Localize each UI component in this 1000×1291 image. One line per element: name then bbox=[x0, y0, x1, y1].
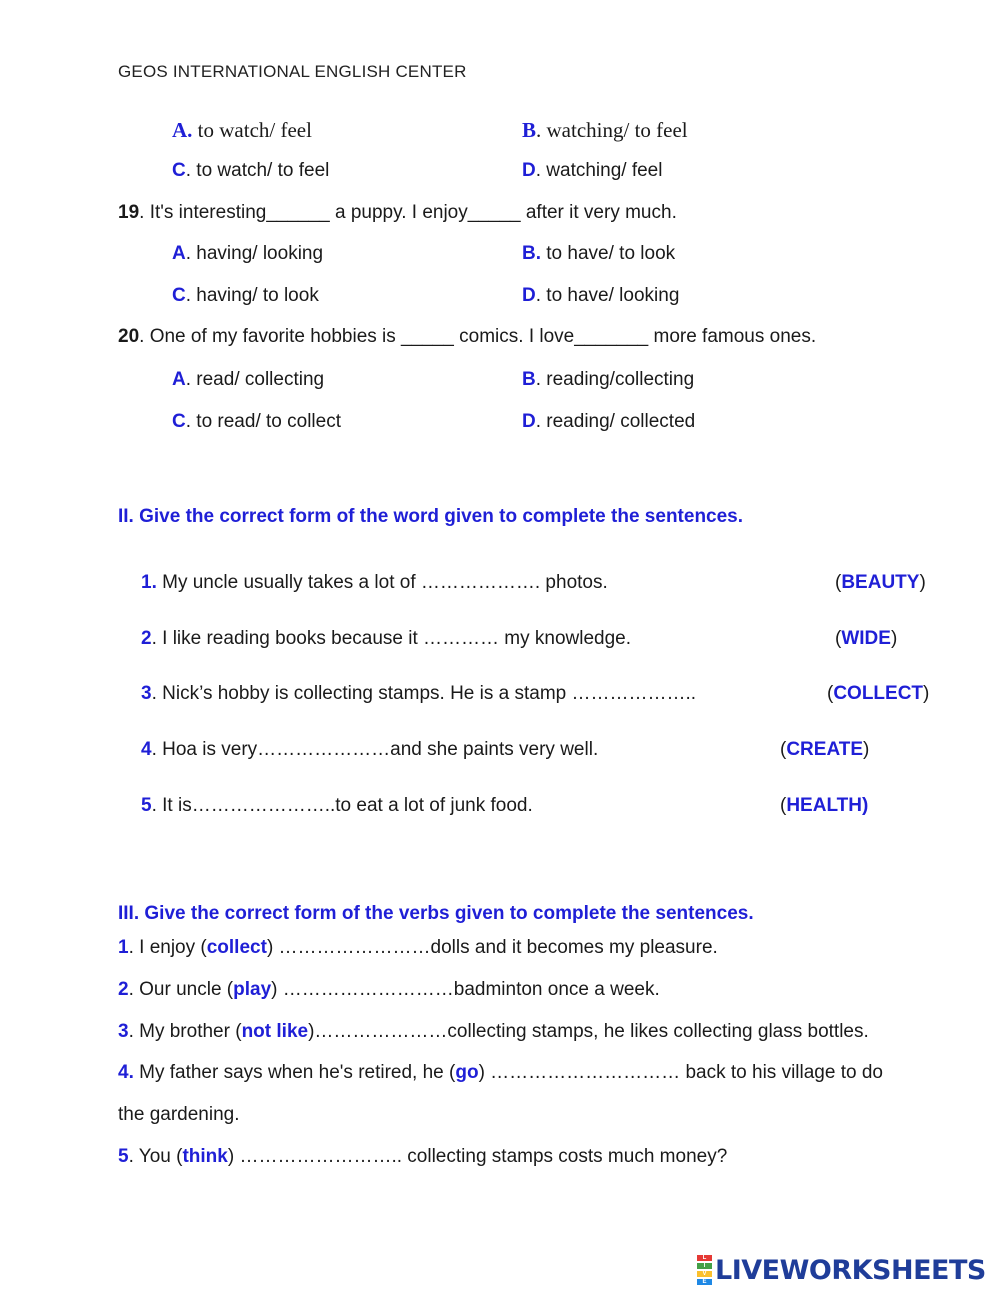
s2-item-2-word bbox=[835, 628, 897, 650]
q18-option-c-text: . to watch/ to feel bbox=[185, 160, 330, 181]
s3-item-3 bbox=[118, 1021, 869, 1043]
logo-mark-l: L bbox=[697, 1255, 712, 1261]
q20-option-b-text: . reading/collecting bbox=[535, 369, 695, 390]
q19-option-b[interactable] bbox=[522, 243, 675, 265]
s3-item-4-verb: go bbox=[455, 1062, 479, 1083]
q20-option-d-text: . reading/ collected bbox=[535, 411, 696, 432]
q18-option-a-letter: A. bbox=[172, 118, 193, 142]
s2-item-1-num: 1. bbox=[141, 572, 157, 593]
liveworksheets-logo bbox=[697, 1253, 986, 1287]
s2-item-4-paren-open: ( bbox=[780, 739, 787, 760]
s3-item-2-verb: play bbox=[233, 979, 272, 1000]
q19-option-d-text: . to have/ looking bbox=[535, 285, 680, 306]
s3-item-3-pre: . My brother ( bbox=[128, 1021, 242, 1042]
q19-option-a-text: . having/ looking bbox=[185, 243, 324, 264]
s3-item-2-num: 2 bbox=[118, 979, 129, 1000]
s2-item-1-paren-close: ) bbox=[919, 572, 926, 593]
s3-item-1-pre: . I enjoy ( bbox=[128, 937, 207, 958]
s3-item-4-pre: My father says when he's retired, he ( bbox=[133, 1062, 456, 1083]
s2-item-1 bbox=[141, 572, 608, 594]
q19-option-b-text: to have/ to look bbox=[541, 243, 676, 264]
s3-item-2-pre: . Our uncle ( bbox=[128, 979, 234, 1000]
q18-option-a[interactable] bbox=[172, 118, 312, 143]
s2-item-5-given-word: HEALTH) bbox=[786, 795, 869, 816]
s3-item-2 bbox=[118, 979, 660, 1001]
s2-item-2-paren-close: ) bbox=[890, 628, 898, 649]
s3-item-5-blank[interactable]: ) …………………….. collecting stamps costs much money? bbox=[227, 1146, 728, 1167]
q19-option-d-letter: D bbox=[522, 285, 536, 306]
q19-option-c-letter: C bbox=[172, 285, 186, 306]
s2-item-2-num: 2 bbox=[141, 628, 152, 649]
s2-item-2-paren-open: ( bbox=[835, 628, 842, 649]
s3-item-4-continuation: the gardening. bbox=[118, 1104, 240, 1125]
q19-option-d[interactable] bbox=[522, 285, 679, 307]
q18-option-d-text: . watching/ feel bbox=[535, 160, 663, 181]
section2-title: II. Give the correct form of the word given to complete the sentences. bbox=[118, 506, 744, 527]
s3-item-4 bbox=[118, 1062, 931, 1084]
section3-title: III. Give the correct form of the verbs given to complete the sentences. bbox=[118, 903, 754, 924]
q20-option-b[interactable] bbox=[522, 369, 694, 391]
s3-item-1-verb: collect bbox=[206, 937, 267, 958]
s3-item-5-verb: think bbox=[182, 1146, 228, 1167]
s2-item-5-text[interactable]: . It is…………………..to eat a lot of junk food. bbox=[151, 795, 533, 816]
s2-item-3-paren-close: ) bbox=[923, 683, 930, 704]
s3-item-3-verb: not like bbox=[241, 1021, 309, 1042]
q19-number: 19 bbox=[118, 202, 140, 223]
s2-item-1-word bbox=[835, 572, 926, 594]
s3-item-1-blank[interactable]: ) ……………………dolls and it becomes my pleasure. bbox=[266, 937, 718, 958]
s2-item-3-word bbox=[827, 683, 929, 705]
center-name: GEOS INTERNATIONAL ENGLISH CENTER bbox=[118, 62, 467, 81]
s3-item-2-blank[interactable]: ) ………………………badminton once a week. bbox=[271, 979, 660, 1000]
s2-item-5-word bbox=[780, 795, 868, 817]
q20-option-d[interactable] bbox=[522, 411, 695, 433]
s3-item-5-pre: . You ( bbox=[128, 1146, 183, 1167]
s2-item-5-num: 5 bbox=[141, 795, 152, 816]
s3-item-3-blank[interactable]: )…………………collecting stamps, he likes collecting glass bottles. bbox=[308, 1021, 869, 1042]
q20-option-a-text: . read/ collecting bbox=[185, 369, 325, 390]
q18-option-d-letter: D bbox=[522, 160, 536, 181]
s2-item-3-text[interactable]: . Nick’s hobby is collecting stamps. He is a stamp ……………….. bbox=[151, 683, 697, 704]
s2-item-1-paren-open: ( bbox=[835, 572, 842, 593]
s2-item-1-text[interactable]: My uncle usually takes a lot of ………………. photos. bbox=[156, 572, 608, 593]
s3-item-1 bbox=[118, 937, 718, 959]
q18-option-c-letter: C bbox=[172, 160, 186, 181]
q19-option-c-text: . having/ to look bbox=[185, 285, 319, 306]
q19-stem bbox=[118, 202, 677, 224]
q19-option-a[interactable] bbox=[172, 243, 323, 265]
q19-option-b-letter: B. bbox=[522, 243, 541, 264]
logo-text: LIVEWORKSHEETS bbox=[715, 1254, 986, 1286]
q18-option-c[interactable] bbox=[172, 160, 329, 182]
s2-item-4-num: 4 bbox=[141, 739, 152, 760]
logo-mark-e: E bbox=[697, 1279, 712, 1285]
s3-item-4-line1 bbox=[118, 1062, 883, 1084]
s3-item-4-blank[interactable]: ) ………………………… back to his village to do bbox=[478, 1062, 883, 1083]
s2-item-3-paren-open: ( bbox=[827, 683, 834, 704]
s3-item-5-num: 5 bbox=[118, 1146, 129, 1167]
q20-option-c-text: . to read/ to collect bbox=[185, 411, 341, 432]
s2-item-4-word bbox=[780, 739, 869, 761]
q20-option-a-letter: A bbox=[172, 369, 186, 390]
s2-item-5-paren-open: ( bbox=[780, 795, 787, 816]
q20-option-b-letter: B bbox=[522, 369, 536, 390]
logo-mark-icon bbox=[697, 1254, 712, 1286]
q20-number: 20 bbox=[118, 326, 140, 347]
s3-item-3-num: 3 bbox=[118, 1021, 129, 1042]
s2-item-2-text[interactable]: . I like reading books because it ………… my knowledge. bbox=[151, 628, 632, 649]
q20-option-c[interactable] bbox=[172, 411, 341, 433]
s2-item-4-paren-close: ) bbox=[863, 739, 870, 760]
s2-item-3 bbox=[141, 683, 696, 705]
q20-option-d-letter: D bbox=[522, 411, 536, 432]
q20-option-a[interactable] bbox=[172, 369, 324, 391]
q18-option-d[interactable] bbox=[522, 160, 662, 182]
q18-option-b-letter: B bbox=[522, 118, 537, 142]
s2-item-3-given-word: COLLECT bbox=[833, 683, 924, 704]
q18-option-b-text: . watching/ to feel bbox=[536, 118, 688, 142]
logo-mark-v: V bbox=[697, 1271, 712, 1277]
q18-option-b[interactable] bbox=[522, 118, 688, 143]
logo-mark-i: I bbox=[697, 1263, 712, 1269]
s2-item-3-num: 3 bbox=[141, 683, 152, 704]
q20-option-c-letter: C bbox=[172, 411, 186, 432]
q20-text: . One of my favorite hobbies is _____ comics. I love_______ more famous ones. bbox=[139, 326, 817, 347]
q20-stem bbox=[118, 326, 816, 348]
s2-item-5 bbox=[141, 795, 533, 817]
q19-option-c[interactable] bbox=[172, 285, 319, 307]
s2-item-4 bbox=[141, 739, 598, 761]
s2-item-2 bbox=[141, 628, 631, 650]
s2-item-4-given-word: CREATE bbox=[786, 739, 864, 760]
s2-item-1-given-word: BEAUTY bbox=[841, 572, 920, 593]
s2-item-2-given-word: WIDE bbox=[841, 628, 891, 649]
s3-item-4-num: 4. bbox=[118, 1062, 134, 1083]
q18-option-a-text: to watch/ feel bbox=[192, 118, 312, 142]
s2-item-4-text[interactable]: . Hoa is very…………………and she paints very well. bbox=[151, 739, 599, 760]
q19-text: . It's interesting______ a puppy. I enjoy_____ after it very much. bbox=[139, 202, 677, 223]
s3-item-5 bbox=[118, 1146, 727, 1168]
q19-option-a-letter: A bbox=[172, 243, 186, 264]
s3-item-1-num: 1 bbox=[118, 937, 129, 958]
